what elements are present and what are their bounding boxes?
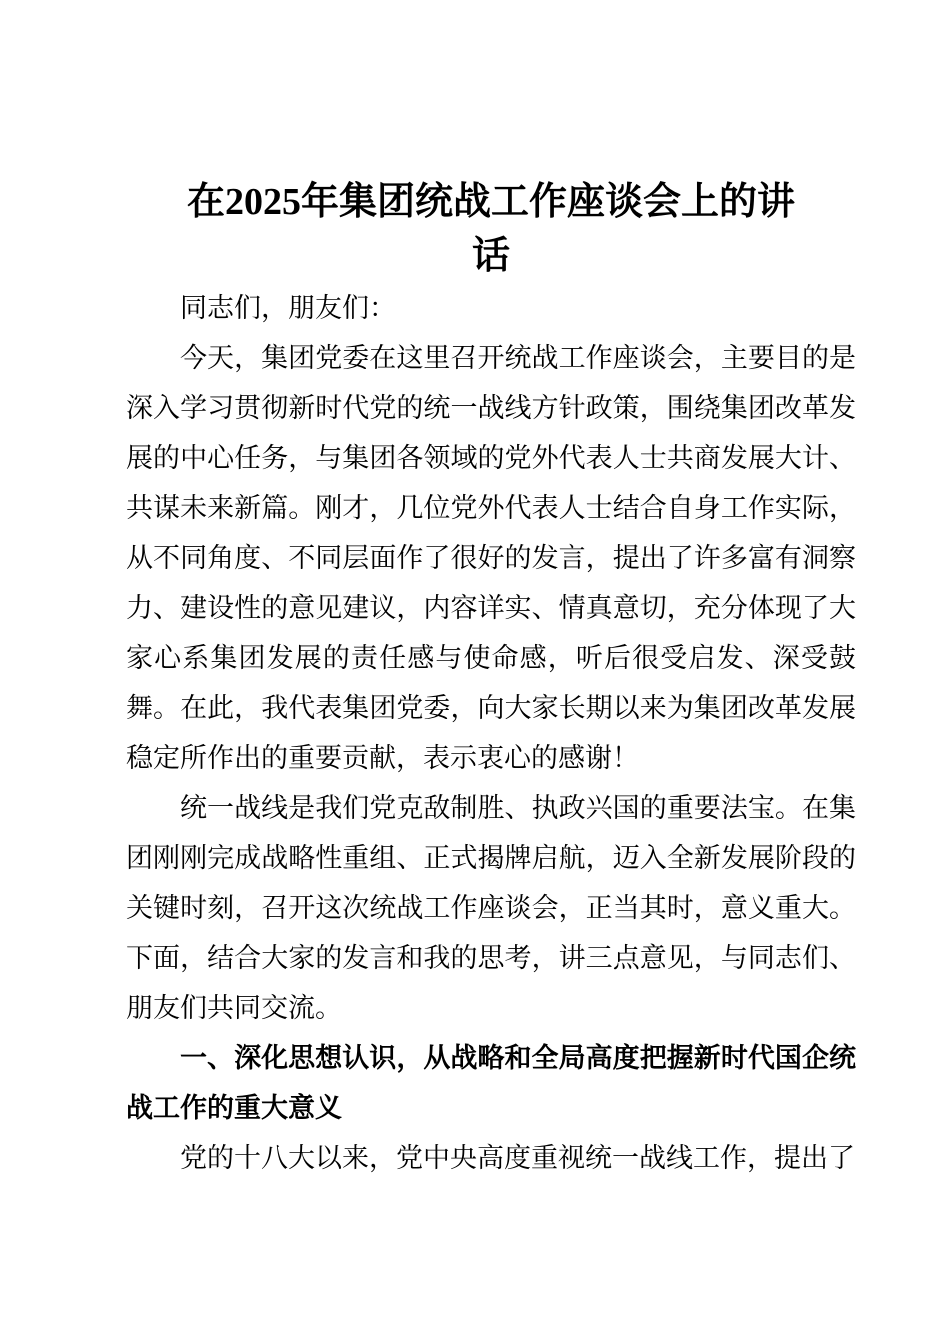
document-body — [126, 283, 856, 1183]
section-heading-1: 一、深化思想认识，从战略和全局高度把握新时代国企统战工作的重大意义 — [126, 1043, 856, 1123]
salutation: 同志们，朋友们： — [180, 293, 396, 323]
paragraph-1: 今天，集团党委在这里召开统战工作座谈会，主要目的是深入学习贯彻新时代党的统一战线方针政策，围绕集团改革发展的中心任务，与集团各领域的党外代表人士共商发展大计、共谋未来新篇。刚才，几位党外代表人士结合自身工作实际，从不同角度、不同层面作了很好的发言，提出了许多富有洞察力、建设性的意见建议，内容详实、情真意切，充分体现了大家心系集团发展的责任感与使命感，听后很受启发、深受鼓舞。在此，我代表集团党委，向大家长期以来为集团改革发展稳定所作出的重要贡献，表示衷心的感谢！ — [126, 343, 856, 773]
paragraph-3: 党的十八大以来，党中央高度重视统一战线工作，提出了 — [180, 1143, 855, 1173]
document-title: 在2025年集团统战工作座谈会上的讲话 — [186, 181, 795, 277]
paragraph-2: 统一战线是我们党克敌制胜、执政兴国的重要法宝。在集团刚刚完成战略性重组、正式揭牌启航，迈入全新发展阶段的关键时刻，召开这次统战工作座谈会，正当其时，意义重大。下面，结合大家的发言和我的思考，讲三点意见，与同志们、朋友们共同交流。 — [126, 793, 856, 1023]
